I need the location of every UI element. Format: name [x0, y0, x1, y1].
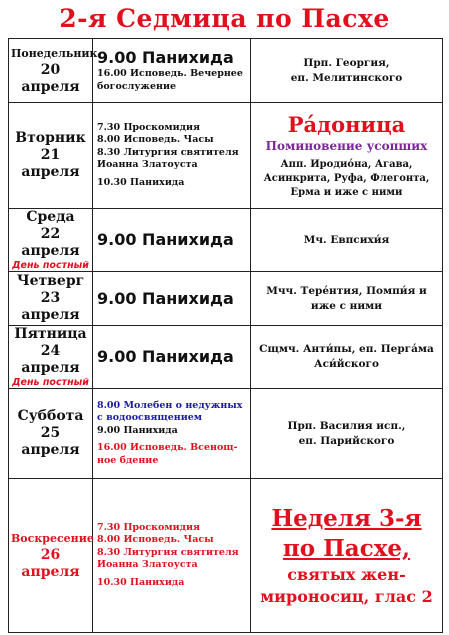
weekday: Среда [26, 209, 75, 225]
service-line: ное бдение [97, 454, 159, 466]
service-line: 16.00 Исповедь. Вечернее [97, 68, 243, 79]
service-main: 9.00 Панихида [97, 230, 234, 249]
service-line: Иоанна Златоуста [97, 559, 198, 571]
table-row [9, 39, 443, 103]
schedule-table [8, 38, 443, 633]
saint-line: Прп. Василия исп., [287, 419, 406, 432]
service-line: 8.00 Молебен о недужных [97, 399, 243, 411]
weekday: Суббота [17, 408, 84, 424]
service-line: Иоанна Златоуста [97, 159, 198, 171]
service-line: с водоосвящением [97, 412, 203, 424]
services-cell [93, 39, 251, 103]
date: 23 апреля [21, 290, 80, 323]
table-row [9, 103, 443, 209]
weekday: Четверг [16, 273, 85, 289]
date: 26 апреля [21, 547, 80, 580]
date: 24 апреля [21, 343, 80, 376]
date: 21 апреля [21, 147, 80, 180]
feast-subtitle: святых жен- [287, 564, 406, 584]
service-main: 9.00 Панихида [97, 347, 234, 366]
service-extra: 10.30 Панихида [97, 176, 185, 188]
feast-title: по Пасхе, [282, 534, 411, 562]
saint-line: Ерма и иже с ними [290, 186, 403, 198]
service-line: 8.00 Исповедь. Часы [97, 134, 214, 146]
services-cell [93, 389, 251, 479]
day-cell [9, 479, 93, 633]
feast-title: Ра́доница [287, 111, 406, 137]
service-line: 7.30 Проскомидия [97, 121, 201, 133]
services-cell [93, 326, 251, 389]
saint-line: Прп. Георгия, [303, 56, 390, 69]
service-line: 8.30 Литургия святителя [97, 546, 239, 558]
weekday: Вторник [15, 130, 86, 146]
saint-cell [251, 389, 443, 479]
services-cell [93, 103, 251, 209]
day-cell [9, 389, 93, 479]
service-main: 9.00 Панихида [97, 48, 234, 67]
service-main: 9.00 Панихида [97, 288, 234, 308]
weekday: Воскресение [11, 532, 94, 545]
saint-line: еп. Мелитинского [290, 71, 403, 84]
table-row [9, 209, 443, 272]
service-line: богослужение [97, 80, 177, 92]
saint-line: иже с ними [310, 299, 383, 312]
service-extra: 10.30 Панихида [97, 576, 185, 588]
saint-cell [251, 326, 443, 389]
table-row [9, 272, 443, 326]
saint-cell [251, 272, 443, 326]
saint-cell [251, 479, 443, 633]
weekday: Пятница [14, 326, 87, 342]
day-cell [9, 209, 93, 272]
date: 22 апреля [21, 226, 80, 259]
saint-line: Мчч. Тере́нтия, Помпи́я и [266, 284, 427, 297]
day-cell [9, 103, 93, 209]
feast-subtitle: мироносиц, глас 2 [260, 586, 433, 606]
services-cell [93, 479, 251, 633]
saint-cell [251, 209, 443, 272]
feast-subtitle: Поминовение усопших [265, 138, 428, 153]
service-line: 9.00 Панихида [97, 424, 178, 436]
weekday: Понедельник [11, 47, 98, 60]
saint-line: Асинкрита, Руфа, Флегонта, [263, 172, 430, 184]
fast-day-label: День постный [12, 377, 89, 388]
table-row [9, 389, 443, 479]
services-cell [93, 209, 251, 272]
saint-line: Мч. Евпсихи́я [303, 233, 390, 246]
day-cell [9, 326, 93, 389]
day-cell [9, 272, 93, 326]
feast-title: Неделя 3-я [271, 504, 422, 532]
services-cell [93, 272, 251, 326]
saint-line: Сщмч. Анти́пы, еп. Перга́ма [259, 343, 434, 355]
saint-line: Апп. Иродио́на, Агава, [280, 158, 413, 170]
day-cell [9, 39, 98, 103]
table-row [9, 326, 443, 389]
fast-day-label: День постный [12, 260, 89, 271]
saint-cell [251, 103, 443, 209]
service-line: 8.30 Литургия святителя [97, 146, 239, 158]
saint-cell [251, 39, 443, 103]
service-line: 8.00 Исповедь. Часы [97, 534, 214, 546]
table-row [9, 479, 443, 633]
date: 20 апреля [21, 62, 80, 95]
service-line: 16.00 Исповедь. Всенощ- [97, 442, 238, 454]
saint-line: Аси́йского [314, 358, 379, 370]
date: 25 апреля [21, 425, 80, 458]
service-line: 7.30 Проскомидия [97, 521, 201, 533]
saint-line: еп. Парийского [298, 434, 395, 447]
page-title: 2-я Седмица по Пасхе [59, 4, 390, 33]
